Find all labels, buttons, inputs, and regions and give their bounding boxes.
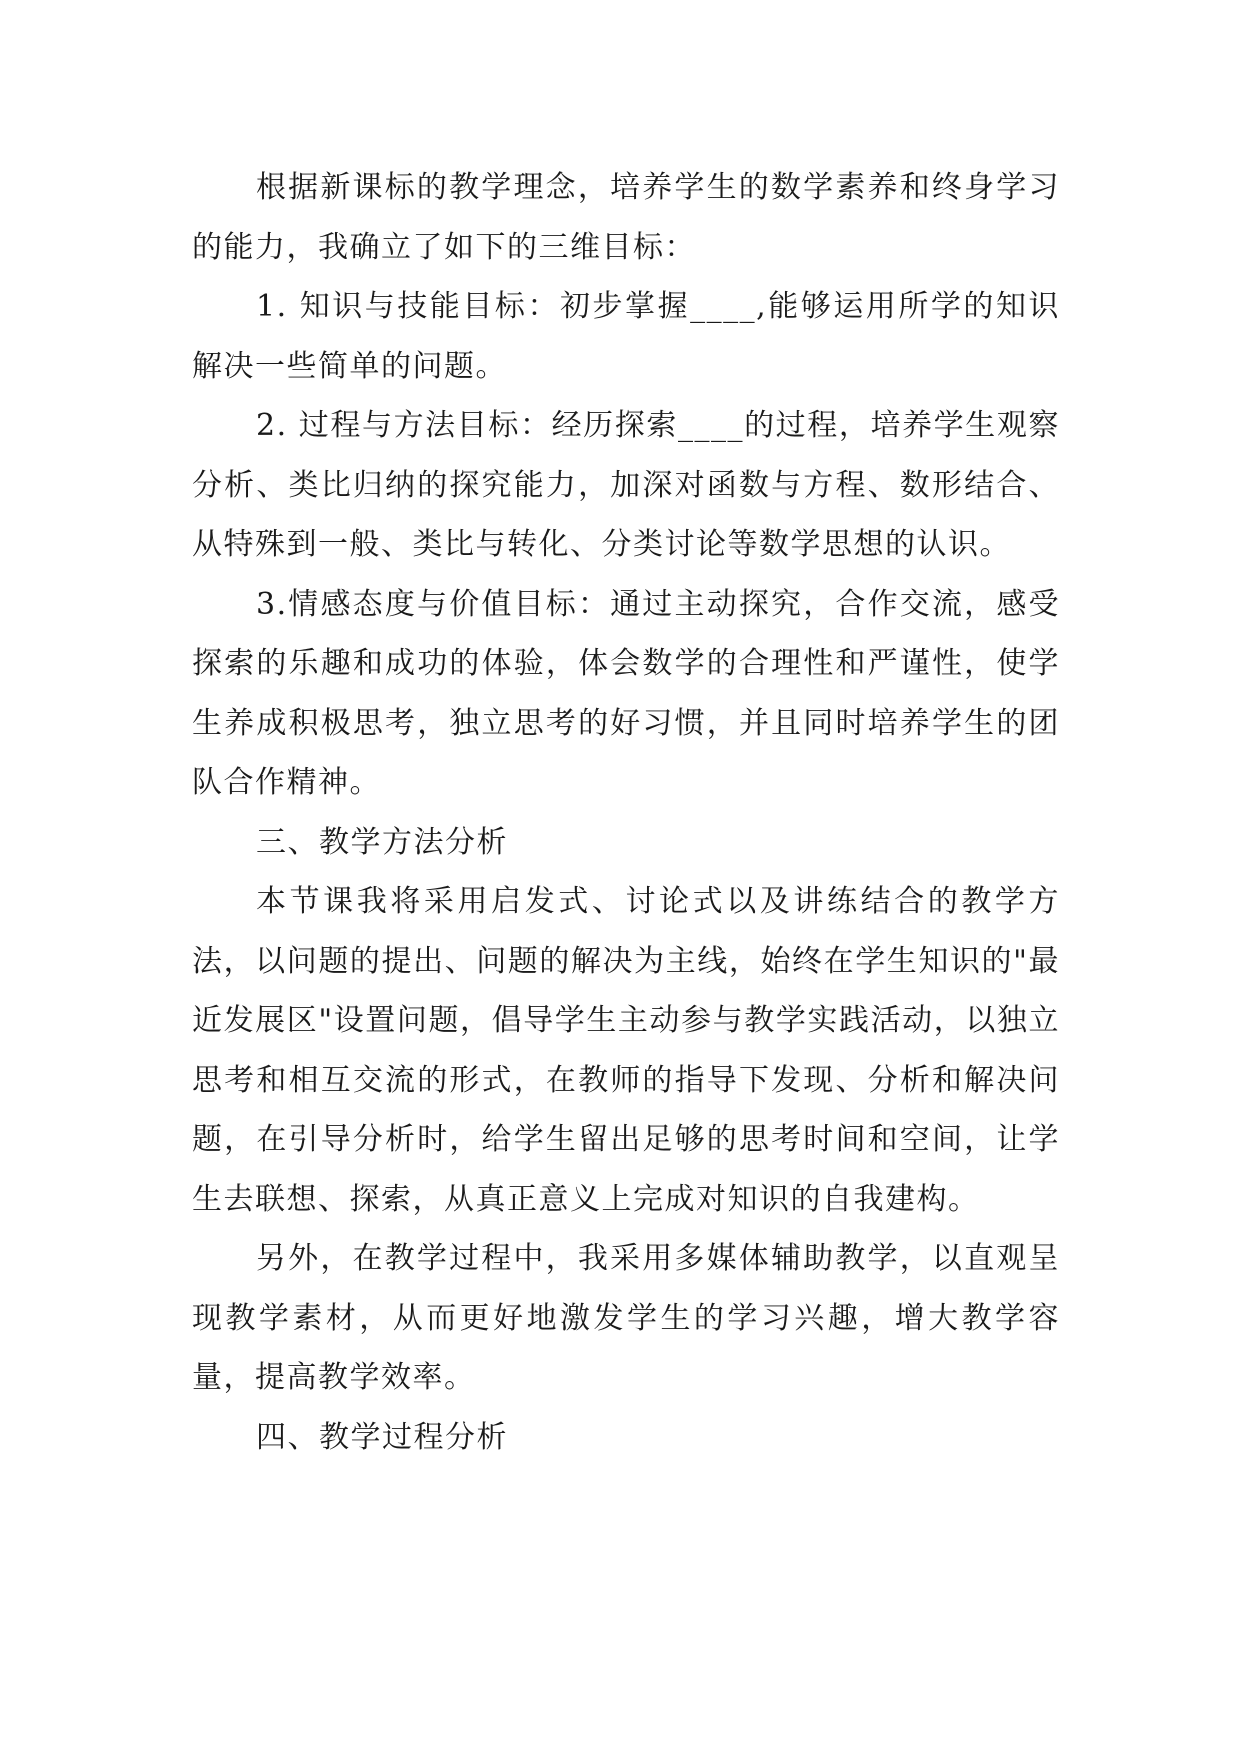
- document-body: [192, 158, 1060, 1467]
- paragraph-emotion-goal: 3.情感态度与价值目标：通过主动探究，合作交流，感受探索的乐趣和成功的体验，体会数学的合理性和严谨性，使学生养成积极思考，独立思考的好习惯，并且同时培养学生的团队合作精神。: [192, 586, 1060, 800]
- section-heading-teaching-method: 三、教学方法分析: [256, 824, 508, 860]
- paragraph-multimedia: 另外，在教学过程中，我采用多媒体辅助教学，以直观呈现教学素材，从而更好地激发学生的学习兴趣，增大教学容量，提高教学效率。: [192, 1241, 1060, 1395]
- paragraph-knowledge-goal: 1. 知识与技能目标：初步掌握____,能够运用所学的知识解决一些简单的问题。: [192, 289, 1060, 384]
- section-heading-teaching-process: 四、教学过程分析: [256, 1419, 508, 1455]
- paragraph-teaching-method: 本节课我将采用启发式、讨论式以及讲练结合的教学方法，以问题的提出、问题的解决为主线，始终在学生知识的"最近发展区"设置问题，倡导学生主动参与教学实践活动，以独立思考和相互交流的形式，在教师的指导下发现、分析和解决问题，在引导分析时，给学生留出足够的思考时间和空间，让学生去联想、探索，从真正意义上完成对知识的自我建构。: [192, 884, 1060, 1217]
- paragraph-process-goal: 2. 过程与方法目标：经历探索____的过程，培养学生观察分析、类比归纳的探究能力，加深对函数与方程、数形结合、从特殊到一般、类比与转化、分类讨论等数学思想的认识。: [192, 408, 1060, 562]
- paragraph-objectives-intro: 根据新课标的教学理念，培养学生的数学素养和终身学习的能力，我确立了如下的三维目标：: [192, 170, 1060, 265]
